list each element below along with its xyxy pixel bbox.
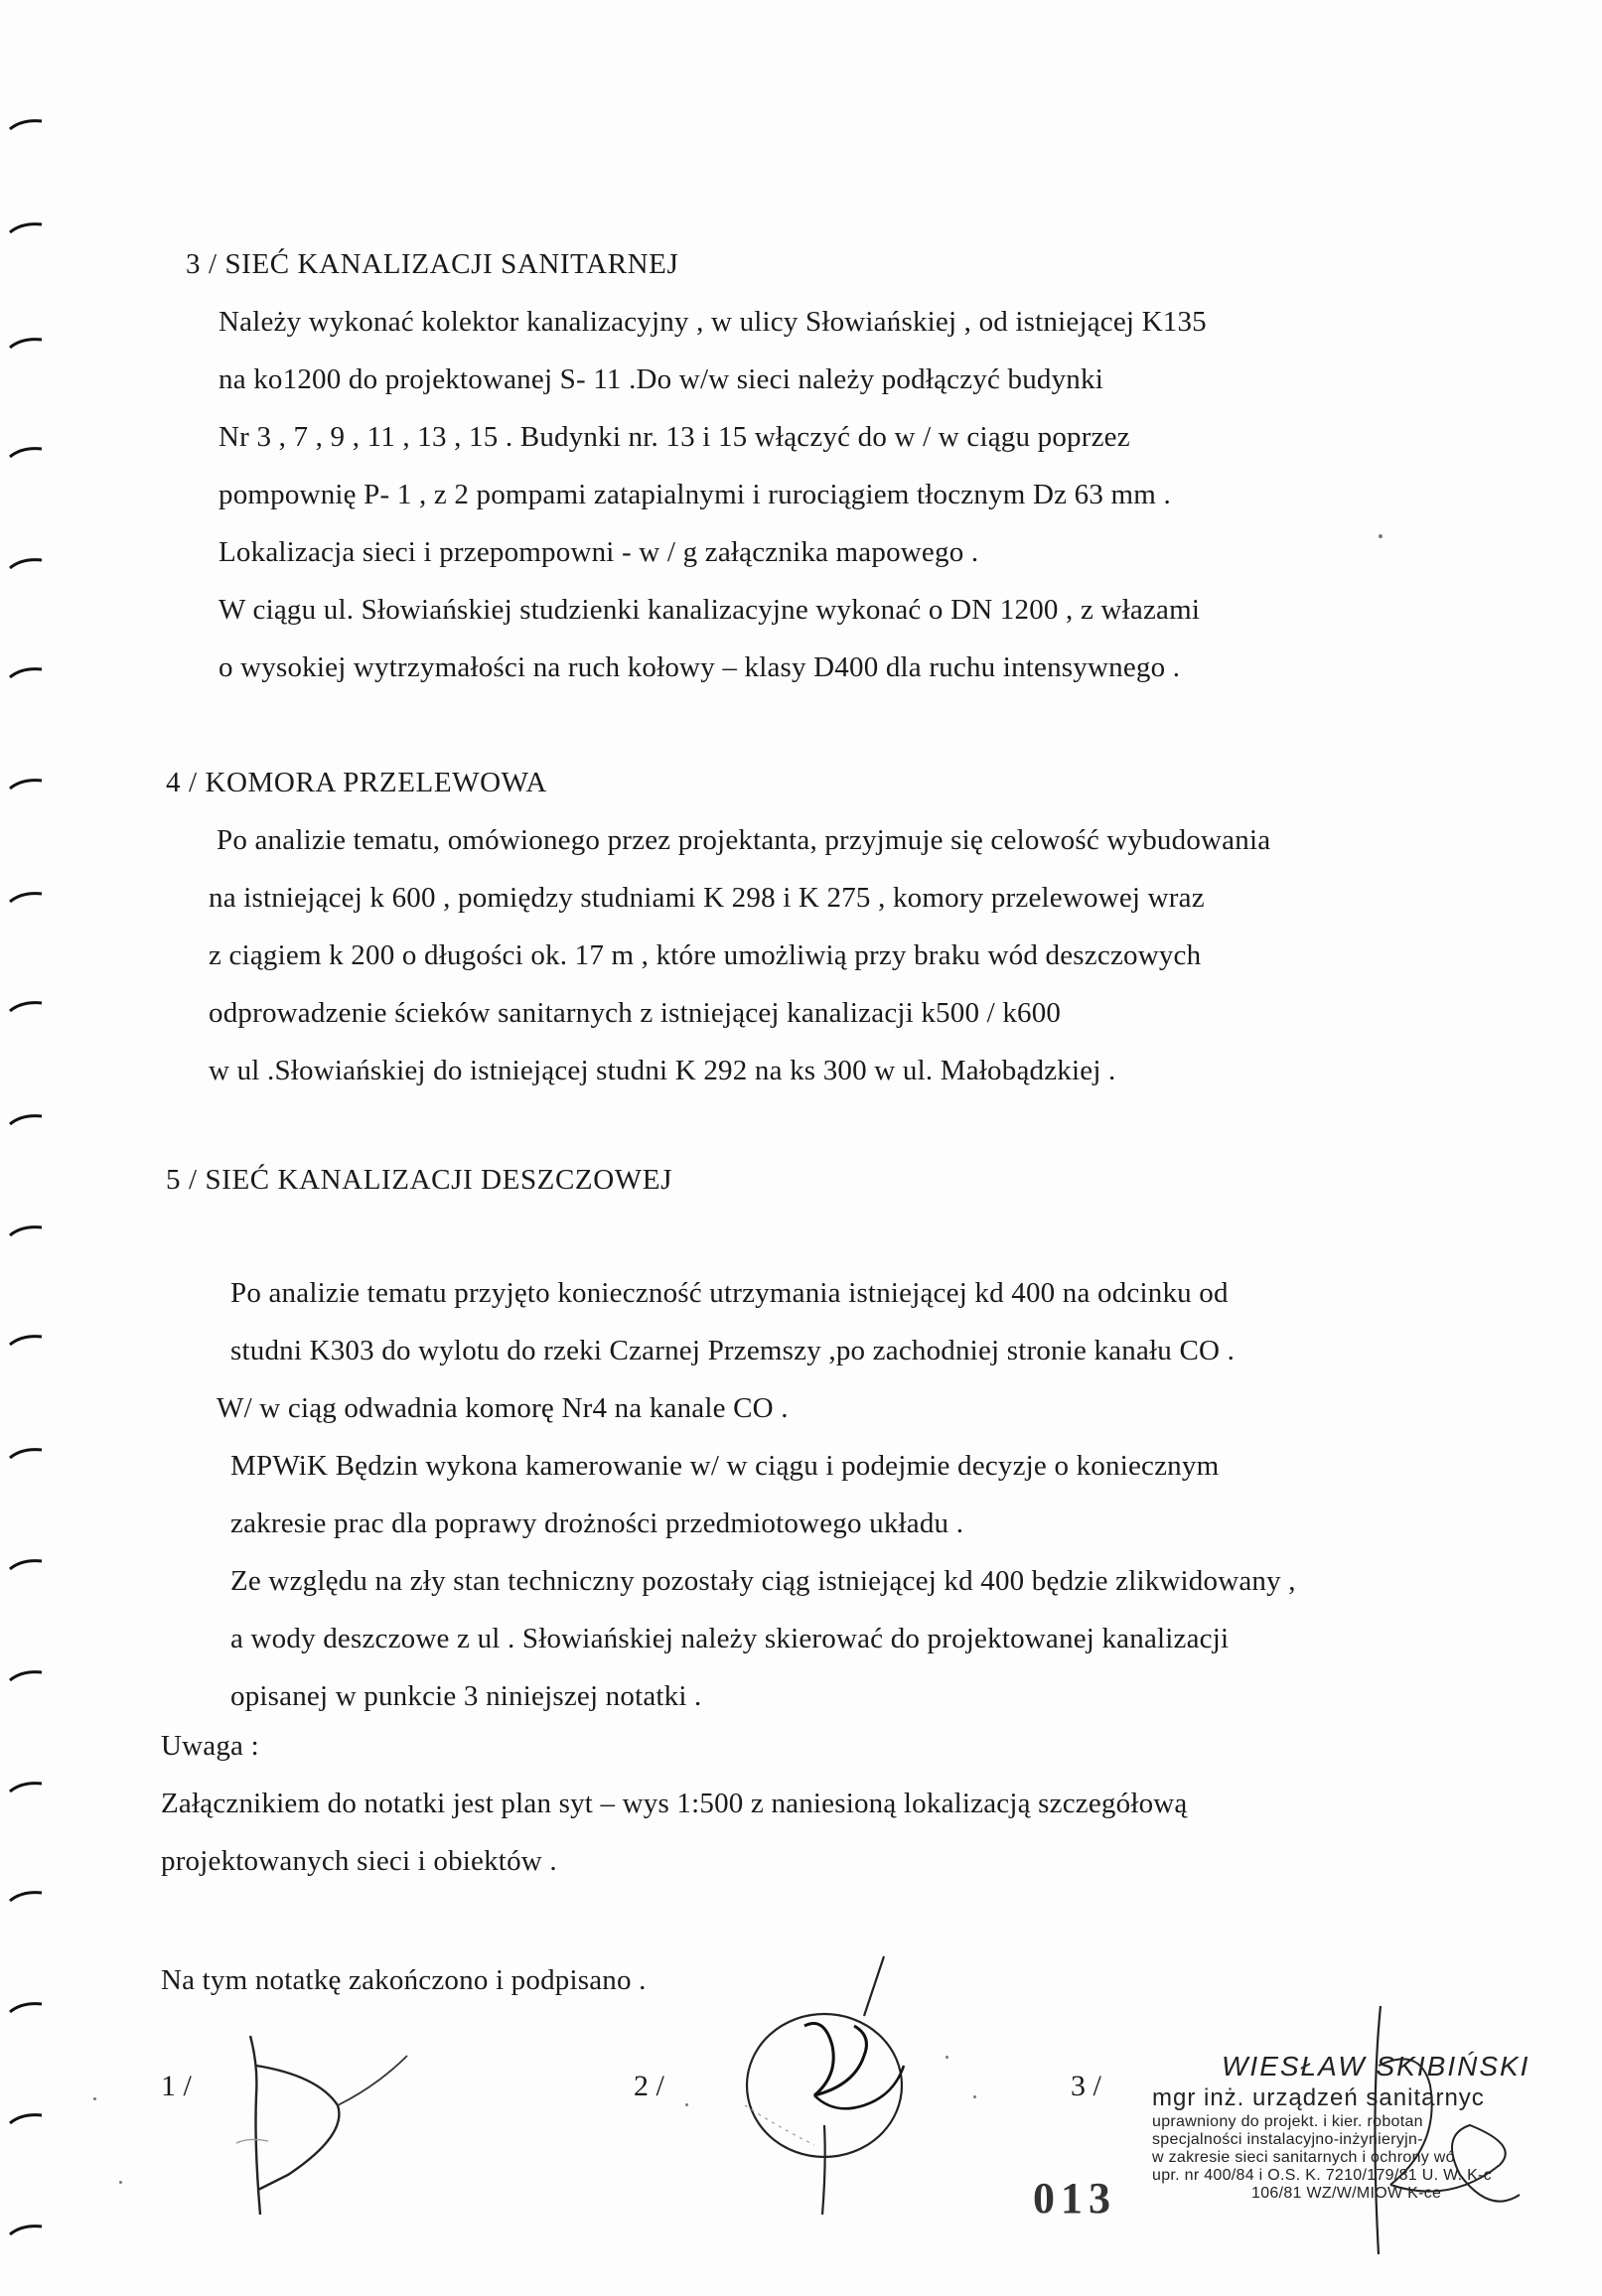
binder-mark-icon [8,2111,48,2125]
section-3-line: W ciągu ul. Słowiańskiej studzienki kanalizacyjne wykonać o DN 1200 , z włazami [218,594,1201,626]
section-3-line: pompownię P- 1 , z 2 pompami zatapialnymi i rurociągiem tłocznym Dz 63 mm . [218,479,1171,510]
binder-mark-icon [8,220,48,234]
binder-mark-icon [8,1223,48,1237]
signature-label-3: 3 / [1071,2070,1101,2102]
stamp-line: uprawniony do projekt. i kier. robotan [1152,2113,1423,2130]
section-5-line: Po analizie tematu przyjęto konieczność utrzymania istniejącej kd 400 na odcinku od [230,1277,1229,1309]
note-line: Załącznikiem do notatki jest plan syt – wys 1:500 z naniesioną lokalizacją szczegółową [161,1788,1188,1819]
section-5-line: Ze względu na zły stan techniczny pozostały ciąg istniejącej kd 400 będzie zlikwidowany , [230,1565,1296,1597]
section-4-line: w ul .Słowiańskiej do istniejącej studni K 292 na ks 300 w ul. Małobądzkiej . [209,1055,1116,1086]
section-3-line: Należy wykonać kolektor kanalizacyjny , w ulicy Słowiańskiej , od istniejącej K135 [218,306,1207,338]
section-3-line: o wysokiej wytrzymałości na ruch kołowy – klasy D400 dla ruchu intensywnego . [218,651,1181,683]
binder-mark-icon [8,1780,48,1794]
stamp-line: w zakresie sieci sanitarnych i ochrony wó [1152,2149,1455,2166]
section-3-line: Lokalizacja sieci i przepompowni - w / g załącznika mapowego . [218,536,979,568]
binder-mark-icon [8,2000,48,2014]
binder-mark-icon [8,1446,48,1460]
handwritten-signature-1 [228,2026,447,2234]
section-4-line: na istniejącej k 600 , pomiędzy studniami K 298 i K 275 , komory przelewowej wraz [209,882,1205,914]
section-3-line: Nr 3 , 7 , 9 , 11 , 13 , 15 . Budynki nr. 13 i 15 włączyć do w / w ciągu poprzez [218,421,1130,453]
binder-mark-icon [8,117,48,131]
scan-speck [973,2095,976,2098]
note-line: projektowanych sieci i obiektów . [161,1845,557,1877]
section-5-line: studni K303 do wylotu do rzeki Czarnej Przemszy ,po zachodniej stronie kanału CO . [230,1335,1236,1366]
signature-label-1: 1 / [161,2070,192,2102]
binder-mark-icon [8,665,48,679]
section-5-heading: 5 / SIEĆ KANALIZACJI DESZCZOWEJ [166,1164,672,1196]
binder-mark-icon [8,556,48,570]
stamp-line: specjalności instalacyjno-inżynieryjn- [1152,2131,1423,2148]
handwritten-signature-2 [715,1946,973,2244]
scan-speck [93,2097,96,2100]
document-number: 013 [1033,2174,1116,2223]
scan-speck [685,2103,688,2106]
note-label: Uwaga : [161,1730,259,1762]
binder-mark-icon [8,999,48,1013]
binder-mark-icon [8,445,48,459]
scan-speck [1379,534,1383,538]
section-5-line: a wody deszczowe z ul . Słowiańskiej należy skierować do projektowanej kanalizacji [230,1623,1230,1654]
binder-mark-icon [8,1557,48,1571]
binder-mark-icon [8,2223,48,2236]
scan-speck [946,2056,948,2059]
binder-mark-icon [8,1889,48,1903]
section-3-line: na ko1200 do projektowanej S- 11 .Do w/w sieci należy podłączyć budynki [218,363,1103,395]
stamp-line: mgr inż. urządzeń sanitarnyc [1152,2084,1485,2111]
binder-mark-icon [8,1668,48,1682]
section-3-heading: 3 / SIEĆ KANALIZACJI SANITARNEJ [186,248,679,280]
section-4-line: Po analizie tematu, omówionego przez projektanta, przyjmuje się celowość wybudowania [217,824,1271,856]
stamp-line: 106/81 WZ/W/MIOW K-ce [1251,2185,1442,2202]
stamp-name: WIESŁAW SKIBIŃSKI [1222,2051,1530,2081]
binder-mark-icon [8,336,48,350]
section-5-line: zakresie prac dla poprawy drożności przedmiotowego układu . [230,1507,964,1539]
scan-speck [119,2181,122,2184]
section-4-heading: 4 / KOMORA PRZELEWOWA [166,767,547,798]
section-5-line: MPWiK Będzin wykona kamerowanie w/ w ciągu i podejmie decyzje o koniecznym [230,1450,1220,1482]
binder-mark-icon [8,1333,48,1347]
section-5-line: opisanej w punkcie 3 niniejszej notatki . [230,1680,702,1712]
binder-mark-icon [8,890,48,904]
closing-statement: Na tym notatkę zakończono i podpisano . [161,1964,647,1996]
section-5-line: W/ w ciąg odwadnia komorę Nr4 na kanale CO . [217,1392,789,1424]
binder-mark-icon [8,777,48,790]
section-4-line: z ciągiem k 200 o długości ok. 17 m , które umożliwią przy braku wód deszczowych [209,939,1202,971]
signature-label-2: 2 / [634,2070,664,2102]
official-stamp [1152,2051,1549,2210]
section-4-line: odprowadzenie ścieków sanitarnych z istniejącej kanalizacji k500 / k600 [209,997,1062,1029]
stamp-line: upr. nr 400/84 i O.S. K. 7210/179/81 U. W. K-c [1152,2167,1492,2184]
binder-mark-icon [8,1112,48,1126]
